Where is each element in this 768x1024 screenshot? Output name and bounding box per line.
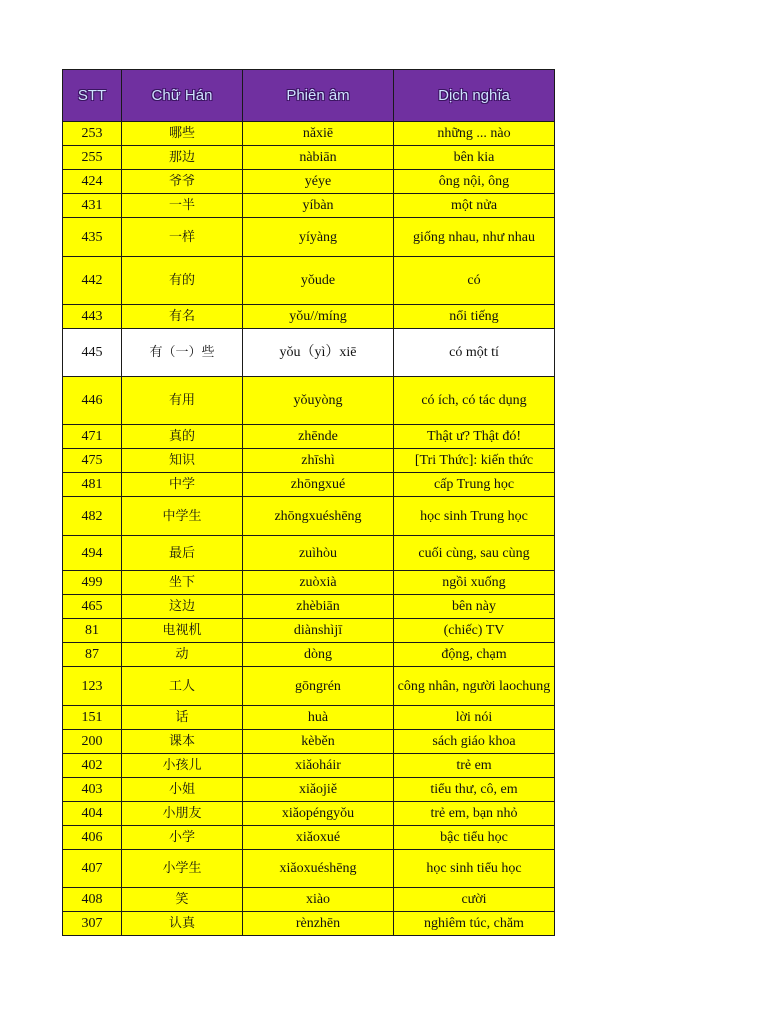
cell-phien-am: dòng — [243, 643, 394, 667]
cell-stt: 253 — [63, 122, 122, 146]
cell-stt: 123 — [63, 667, 122, 706]
cell-phien-am: xiǎojiě — [243, 778, 394, 802]
table-row — [63, 888, 555, 912]
cell-stt: 443 — [63, 305, 122, 329]
table-row — [63, 218, 555, 257]
cell-dich-nghia: một nửa — [394, 194, 555, 218]
cell-chu-han: 最后 — [122, 536, 243, 571]
cell-dich-nghia: bậc tiểu học — [394, 826, 555, 850]
cell-stt: 255 — [63, 146, 122, 170]
cell-phien-am: yǒude — [243, 257, 394, 305]
cell-dich-nghia: cuối cùng, sau cùng — [394, 536, 555, 571]
cell-stt: 435 — [63, 218, 122, 257]
vocabulary-table — [62, 69, 555, 936]
cell-dich-nghia: bên kia — [394, 146, 555, 170]
cell-chu-han: 一样 — [122, 218, 243, 257]
cell-dich-nghia: (chiếc) TV — [394, 619, 555, 643]
cell-phien-am: yíbàn — [243, 194, 394, 218]
cell-chu-han: 笑 — [122, 888, 243, 912]
cell-phien-am: zhèbiān — [243, 595, 394, 619]
cell-phien-am: zhīshì — [243, 449, 394, 473]
cell-dich-nghia: học sinh Trung học — [394, 497, 555, 536]
cell-chu-han: 爷爷 — [122, 170, 243, 194]
cell-dich-nghia: có — [394, 257, 555, 305]
table-row — [63, 425, 555, 449]
cell-phien-am: kèběn — [243, 730, 394, 754]
cell-chu-han: 课本 — [122, 730, 243, 754]
cell-dich-nghia: động, chạm — [394, 643, 555, 667]
cell-stt: 494 — [63, 536, 122, 571]
cell-dich-nghia: có ích, có tác dụng — [394, 377, 555, 425]
table-row — [63, 778, 555, 802]
cell-chu-han: 小姐 — [122, 778, 243, 802]
cell-dich-nghia: trẻ em — [394, 754, 555, 778]
cell-stt: 471 — [63, 425, 122, 449]
table-row — [63, 329, 555, 377]
cell-chu-han: 知识 — [122, 449, 243, 473]
header-dich-nghia: Dịch nghĩa — [394, 70, 555, 122]
cell-phien-am: xiǎoxuéshēng — [243, 850, 394, 888]
cell-stt: 200 — [63, 730, 122, 754]
cell-chu-han: 哪些 — [122, 122, 243, 146]
cell-chu-han: 工人 — [122, 667, 243, 706]
cell-chu-han: 那边 — [122, 146, 243, 170]
table-row — [63, 305, 555, 329]
cell-phien-am: diànshìjī — [243, 619, 394, 643]
table-row — [63, 619, 555, 643]
cell-chu-han: 认真 — [122, 912, 243, 936]
header-chu-han: Chữ Hán — [122, 70, 243, 122]
cell-dich-nghia: cười — [394, 888, 555, 912]
cell-phien-am: zhōngxuéshēng — [243, 497, 394, 536]
cell-stt: 406 — [63, 826, 122, 850]
cell-dich-nghia: ông nội, ông — [394, 170, 555, 194]
cell-dich-nghia: học sinh tiểu học — [394, 850, 555, 888]
table-row — [63, 536, 555, 571]
cell-stt: 404 — [63, 802, 122, 826]
cell-dich-nghia: giống nhau, như nhau — [394, 218, 555, 257]
cell-phien-am: yǒu（yì）xiē — [243, 329, 394, 377]
cell-dich-nghia: có một tí — [394, 329, 555, 377]
cell-chu-han: 坐下 — [122, 571, 243, 595]
cell-chu-han: 小孩儿 — [122, 754, 243, 778]
cell-phien-am: nǎxiē — [243, 122, 394, 146]
cell-dich-nghia: bên này — [394, 595, 555, 619]
cell-phien-am: zuìhòu — [243, 536, 394, 571]
cell-phien-am: xiǎoxué — [243, 826, 394, 850]
table-row — [63, 826, 555, 850]
table-row — [63, 170, 555, 194]
cell-dich-nghia: lời nói — [394, 706, 555, 730]
cell-chu-han: 有名 — [122, 305, 243, 329]
table-row — [63, 730, 555, 754]
cell-dich-nghia: Thật ư? Thật đó! — [394, 425, 555, 449]
cell-chu-han: 有用 — [122, 377, 243, 425]
cell-phien-am: yǒuyòng — [243, 377, 394, 425]
cell-chu-han: 有的 — [122, 257, 243, 305]
cell-stt: 424 — [63, 170, 122, 194]
cell-stt: 465 — [63, 595, 122, 619]
cell-dich-nghia: sách giáo khoa — [394, 730, 555, 754]
cell-stt: 407 — [63, 850, 122, 888]
cell-stt: 151 — [63, 706, 122, 730]
table-row — [63, 850, 555, 888]
cell-chu-han: 真的 — [122, 425, 243, 449]
cell-chu-han: 中学生 — [122, 497, 243, 536]
cell-phien-am: xiǎopéngyǒu — [243, 802, 394, 826]
cell-phien-am: xiào — [243, 888, 394, 912]
cell-chu-han: 这边 — [122, 595, 243, 619]
table-row — [63, 146, 555, 170]
table-row — [63, 122, 555, 146]
table-row — [63, 571, 555, 595]
cell-stt: 403 — [63, 778, 122, 802]
header-stt: STT — [63, 70, 122, 122]
cell-stt: 431 — [63, 194, 122, 218]
cell-dich-nghia: những ... nào — [394, 122, 555, 146]
cell-phien-am: xiǎoháir — [243, 754, 394, 778]
cell-dich-nghia: cấp Trung học — [394, 473, 555, 497]
cell-stt: 81 — [63, 619, 122, 643]
cell-chu-han: 小朋友 — [122, 802, 243, 826]
cell-dich-nghia: [Tri Thức]: kiến thức — [394, 449, 555, 473]
cell-dich-nghia: công nhân, người laochung — [394, 667, 555, 706]
cell-stt: 475 — [63, 449, 122, 473]
table-row — [63, 802, 555, 826]
table-row — [63, 754, 555, 778]
cell-stt: 408 — [63, 888, 122, 912]
cell-stt: 446 — [63, 377, 122, 425]
cell-phien-am: zhēnde — [243, 425, 394, 449]
cell-stt: 482 — [63, 497, 122, 536]
cell-chu-han: 电视机 — [122, 619, 243, 643]
cell-chu-han: 一半 — [122, 194, 243, 218]
cell-dich-nghia: ngồi xuống — [394, 571, 555, 595]
cell-phien-am: yíyàng — [243, 218, 394, 257]
cell-stt: 499 — [63, 571, 122, 595]
table-body — [63, 122, 555, 936]
table-row — [63, 377, 555, 425]
cell-phien-am: nàbiān — [243, 146, 394, 170]
cell-phien-am: yéye — [243, 170, 394, 194]
cell-dich-nghia: tiểu thư, cô, em — [394, 778, 555, 802]
table-row — [63, 194, 555, 218]
cell-phien-am: yǒu//míng — [243, 305, 394, 329]
table-row — [63, 643, 555, 667]
table-row — [63, 706, 555, 730]
cell-chu-han: 小学 — [122, 826, 243, 850]
cell-phien-am: gōngrén — [243, 667, 394, 706]
table-row — [63, 595, 555, 619]
cell-dich-nghia: nghiêm túc, chăm — [394, 912, 555, 936]
cell-dich-nghia: nổi tiếng — [394, 305, 555, 329]
table-row — [63, 449, 555, 473]
cell-chu-han: 话 — [122, 706, 243, 730]
cell-chu-han: 有（一）些 — [122, 329, 243, 377]
header-row — [63, 70, 555, 122]
table-row — [63, 912, 555, 936]
table-row — [63, 667, 555, 706]
cell-stt: 445 — [63, 329, 122, 377]
cell-phien-am: rènzhēn — [243, 912, 394, 936]
table-row — [63, 257, 555, 305]
cell-phien-am: huà — [243, 706, 394, 730]
cell-stt: 442 — [63, 257, 122, 305]
cell-chu-han: 动 — [122, 643, 243, 667]
cell-chu-han: 中学 — [122, 473, 243, 497]
cell-dich-nghia: trẻ em, bạn nhỏ — [394, 802, 555, 826]
cell-stt: 481 — [63, 473, 122, 497]
table-row — [63, 473, 555, 497]
cell-chu-han: 小学生 — [122, 850, 243, 888]
cell-phien-am: zuòxià — [243, 571, 394, 595]
cell-stt: 87 — [63, 643, 122, 667]
table-row — [63, 497, 555, 536]
cell-phien-am: zhōngxué — [243, 473, 394, 497]
cell-stt: 307 — [63, 912, 122, 936]
header-phien-am: Phiên âm — [243, 70, 394, 122]
cell-stt: 402 — [63, 754, 122, 778]
